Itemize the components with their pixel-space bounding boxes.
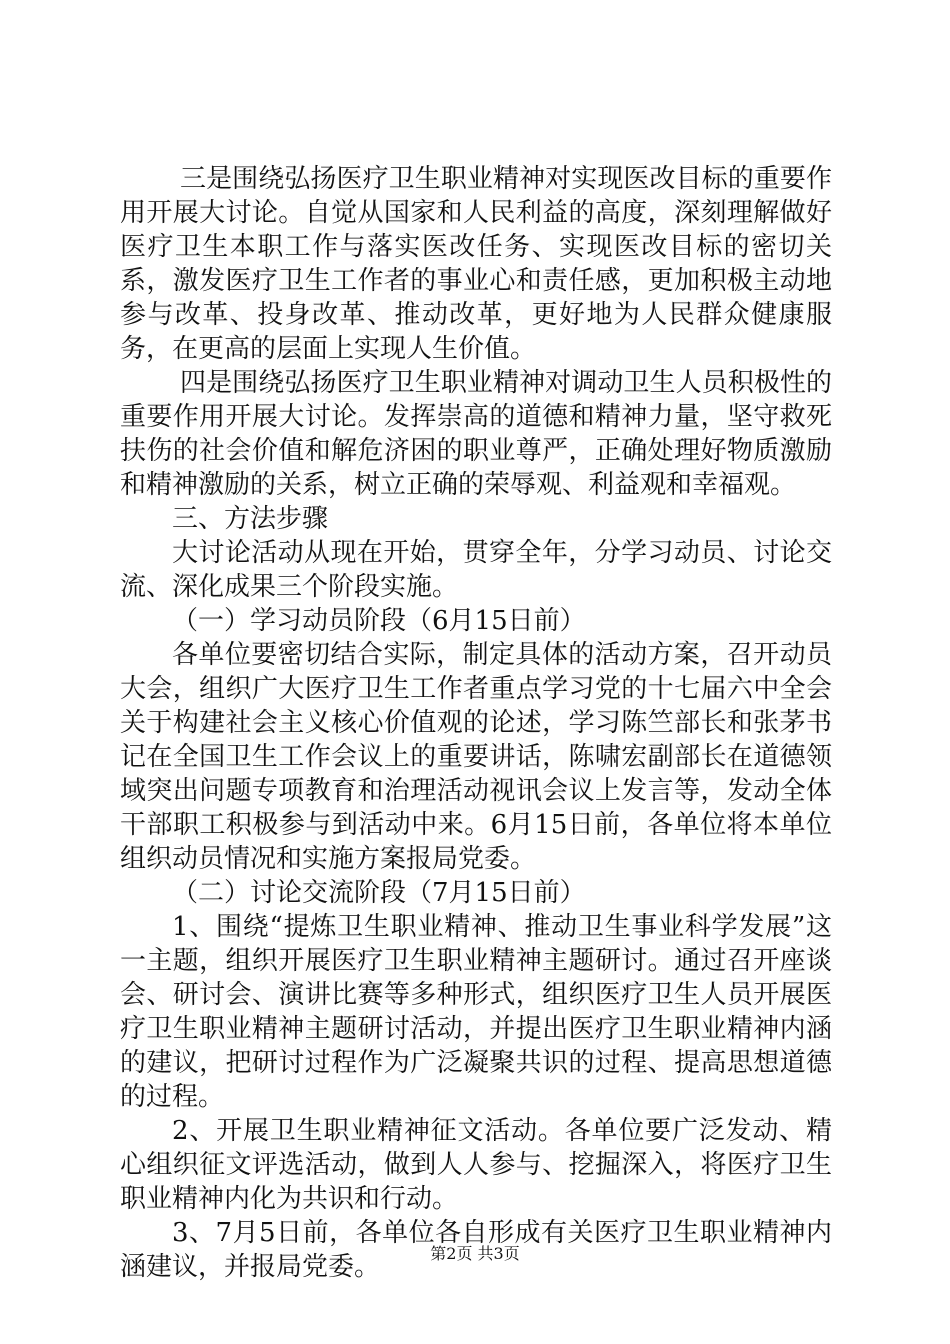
paragraph-discussion-item-1: 1、围绕“提炼卫生职业精神、推动卫生事业科学发展”这一主题，组织开展医疗卫生职业精神主题研讨。通过召开座谈会、研讨会、演讲比赛等多种形式，组织医疗卫生人员开展医疗卫生职业精神主题研讨活动，并提出医疗卫生职业精神内涵的建议，把研讨过程作为广泛凝聚共识的过程、提高思想道德的过程。 [120, 912, 832, 1112]
page-footer [0, 1244, 950, 1264]
paragraph-goal-three: 三是围绕弘扬医疗卫生职业精神对实现医改目标的重要作用开展大讨论。自觉从国家和人民利益的高度，深刻理解做好医疗卫生本职工作与落实医改任务、实现医改目标的密切关系，激发医疗卫生工作者的事业心和责任感，更加积极主动地参与改革、投身改革、推动改革，更好地为人民群众健康服务，在更高的层面上实现人生价值。 [120, 164, 832, 364]
paragraph-goal-four: 四是围绕弘扬医疗卫生职业精神对调动卫生人员积极性的重要作用开展大讨论。发挥崇高的道德和精神力量，坚守救死扶伤的社会价值和解危济困的职业尊严，正确处理好物质激励和精神激励的关系，树立正确的荣辱观、利益观和幸福观。 [120, 368, 832, 500]
page-number-label: 第2页 共3页 [430, 1244, 520, 1263]
paragraph-discussion-item-3: 3、7月5日前，各单位各自形成有关医疗卫生职业精神内涵建议，并报局党委。 [120, 1218, 832, 1282]
section-heading-methods: 三、方法步骤 [172, 504, 329, 534]
document-body [120, 162, 832, 1284]
paragraph-study-stage: 各单位要密切结合实际，制定具体的活动方案，召开动员大会，组织广大医疗卫生工作者重点学习党的十七届六中全会关于构建社会主义核心价值观的论述，学习陈竺部长和张茅书记在全国卫生工作会议上的重要讲话，陈啸宏副部长在道德领域突出问题专项教育和治理活动视讯会议上发言等，发动全体干部职工积极参与到活动中来。6月15日前，各单位将本单位组织动员情况和实施方案报局党委。 [120, 640, 832, 874]
subheading-study-stage: （一）学习动员阶段（6月15日前） [172, 606, 586, 636]
paragraph-discussion-item-2: 2、开展卫生职业精神征文活动。各单位要广泛发动、精心组织征文评选活动，做到人人参与、挖掘深入，将医疗卫生职业精神内化为共识和行动。 [120, 1116, 832, 1214]
paragraph-methods-intro: 大讨论活动从现在开始，贯穿全年，分学习动员、讨论交流、深化成果三个阶段实施。 [120, 538, 832, 602]
subheading-discussion-stage: （二）讨论交流阶段（7月15日前） [172, 878, 586, 908]
